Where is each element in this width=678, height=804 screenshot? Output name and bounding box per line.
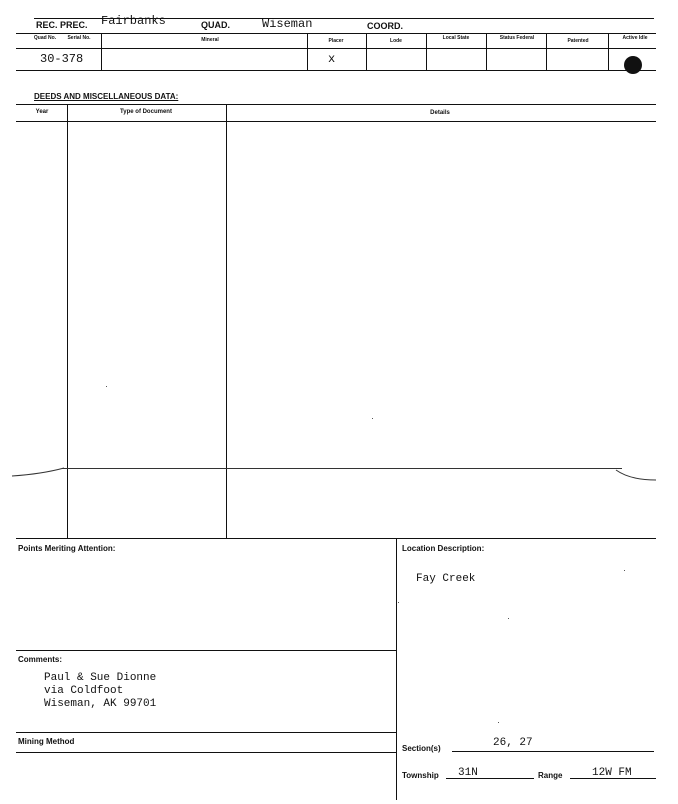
speck-2 (372, 418, 373, 419)
deeds-top-line (16, 104, 656, 105)
township-value: 31N (458, 767, 478, 779)
sections-label: Section(s) (402, 744, 441, 753)
township-label: Township (402, 771, 439, 780)
speck-5 (498, 722, 499, 723)
location-value: Fay Creek (416, 573, 476, 585)
deeds-fold-curve-left (12, 466, 72, 478)
col-divider-4 (426, 33, 427, 70)
col-head-placer: Placer (328, 38, 344, 44)
rec-prec-value: Fairbanks (101, 14, 166, 28)
col-head-local-state: Local State (442, 35, 470, 41)
speck-3 (624, 570, 625, 571)
quad-label: QUAD. (201, 20, 230, 30)
quad-value: Wiseman (262, 17, 313, 31)
comments-line-1: Paul & Sue Dionne (44, 672, 157, 684)
quad-serial-value: 30-378 (40, 52, 84, 66)
col-divider-6 (546, 33, 547, 70)
deeds-divider-type (226, 104, 227, 538)
mining-method-label: Mining Method (18, 737, 75, 746)
header-top-rule (34, 18, 654, 19)
col-divider-7 (608, 33, 609, 70)
col-divider-2 (307, 33, 308, 70)
col-head-active-idle: Active Idle (622, 35, 648, 41)
mining-method-bottom-line (16, 752, 396, 753)
mining-method-top-line (16, 732, 396, 733)
comments-top-line (16, 650, 396, 651)
active-idle-filled-circle (624, 56, 642, 74)
placer-mark: x (328, 52, 336, 66)
sections-underline (452, 751, 654, 752)
comments-line-2: via Coldfoot (44, 685, 124, 697)
col-head-serial-no: Serial No. (67, 35, 91, 41)
lower-top-line (16, 538, 656, 539)
col-head-mineral: Mineral (201, 37, 219, 43)
col-head-lode: Lode (390, 38, 402, 44)
lower-center-divider (396, 538, 397, 800)
col-header-top-line (16, 33, 656, 34)
col-divider-5 (486, 33, 487, 70)
deeds-details-header: Details (430, 110, 450, 116)
comments-line-3: Wiseman, AK 99701 (44, 698, 157, 710)
record-row-bottom-line (16, 70, 656, 71)
col-head-quad-no: Quad No. (33, 35, 57, 41)
speck-4 (508, 618, 509, 619)
deeds-type-header: Type of Document (120, 109, 172, 115)
col-head-status-federal: Status Federal (499, 35, 535, 41)
deeds-header-bottom-line (16, 121, 656, 122)
coord-label: COORD. (367, 21, 403, 31)
speck-6 (398, 602, 399, 603)
comments-label: Comments: (18, 655, 63, 664)
points-label: Points Meriting Attention: (18, 544, 116, 553)
range-value: 12W FM (592, 767, 632, 779)
deeds-title: DEEDS AND MISCELLANEOUS DATA: (34, 92, 179, 101)
col-divider-1 (101, 33, 102, 70)
range-label: Range (538, 771, 563, 780)
speck-1 (106, 386, 107, 387)
col-header-bottom-line (16, 48, 656, 49)
col-head-patented: Patented (567, 38, 589, 44)
rec-prec-label: REC. PREC. (36, 20, 88, 30)
sections-value: 26, 27 (493, 737, 533, 749)
col-divider-3 (366, 33, 367, 70)
deeds-fold-line (62, 468, 622, 469)
deeds-year-header: Year (35, 109, 49, 115)
location-label: Location Description: (402, 544, 485, 553)
deeds-fold-curve-right (616, 468, 666, 484)
